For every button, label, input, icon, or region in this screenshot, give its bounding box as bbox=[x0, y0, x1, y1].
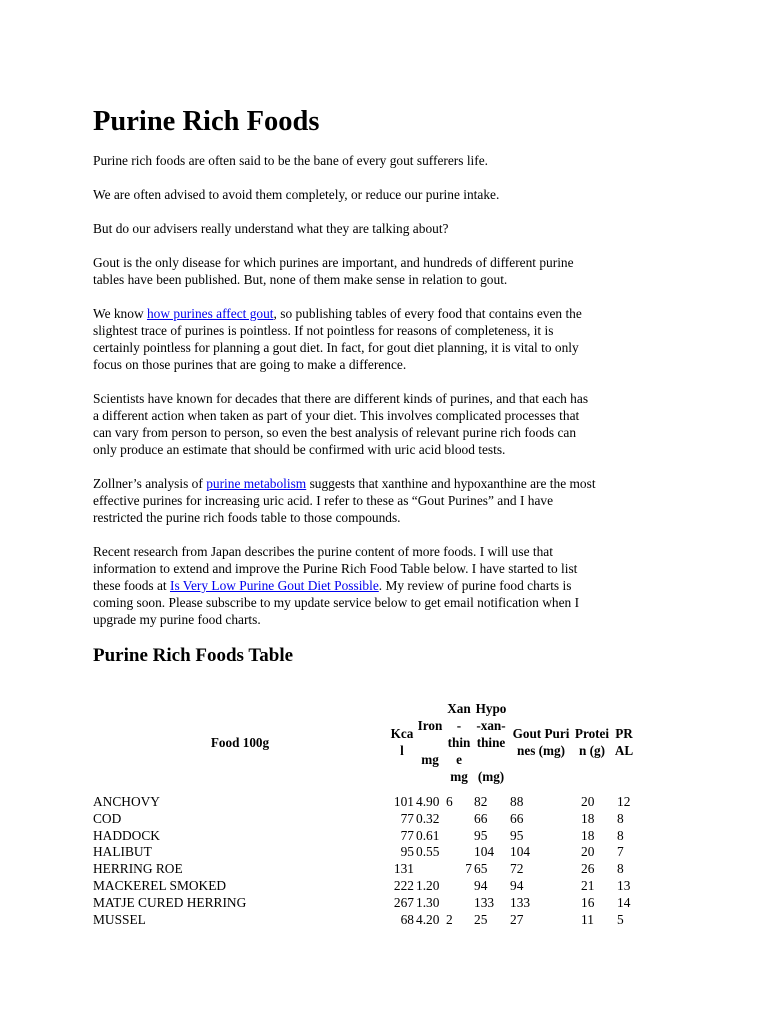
cell-food: ANCHOVY bbox=[93, 794, 160, 809]
cell-gout: 88 bbox=[510, 794, 524, 809]
p5-pre: We know bbox=[93, 306, 147, 321]
page-title: Purine Rich Foods bbox=[93, 106, 320, 137]
cell-protein: 18 bbox=[581, 827, 595, 843]
cell-gout: 104 bbox=[510, 844, 531, 860]
cell-pral: 8 bbox=[617, 810, 624, 826]
p4-line1: Gout is the only disease for which purines are important, and hundreds of different purine bbox=[93, 255, 574, 270]
cell-kcal: 131 bbox=[393, 861, 414, 877]
cell-kcal: 101 bbox=[393, 794, 414, 809]
cell-protein: 20 bbox=[581, 844, 595, 860]
paragraph-2 bbox=[93, 186, 683, 203]
paragraph-7 bbox=[93, 475, 683, 526]
cell-xan bbox=[445, 895, 473, 912]
cell-gout: 95 bbox=[510, 827, 524, 843]
cell-protein: 21 bbox=[581, 877, 595, 893]
header-xanthine bbox=[445, 690, 473, 794]
cell-hyp: 65 bbox=[474, 861, 488, 877]
cell-hyp: 133 bbox=[474, 894, 495, 910]
article bbox=[93, 100, 683, 927]
p5-post: , so publishing tables of every food that contains even the bbox=[273, 306, 582, 321]
header-protein: Protein (g) bbox=[574, 726, 610, 758]
cell-iron: 4.20 bbox=[416, 911, 440, 927]
cell-gout: 66 bbox=[510, 810, 524, 826]
cell-hyp: 95 bbox=[474, 827, 488, 843]
p4-line2: tables have been published. But, none of them make sense in relation to gout. bbox=[93, 272, 508, 287]
purine-foods-table bbox=[91, 690, 637, 928]
cell-kcal: 77 bbox=[400, 810, 414, 826]
p7-line3: restricted the purine rich foods table to those compounds. bbox=[93, 510, 401, 525]
cell-pral: 12 bbox=[617, 794, 631, 809]
cell-xan: 6 bbox=[446, 794, 453, 809]
header-iron-a: Iron bbox=[417, 717, 443, 733]
cell-gout: 72 bbox=[510, 861, 524, 877]
cell-food: COD bbox=[93, 810, 122, 826]
cell-protein: 26 bbox=[581, 861, 595, 877]
cell-protein: 16 bbox=[581, 894, 595, 910]
header-gout-purines: Gout Purines (mg) bbox=[512, 726, 570, 758]
cell-gout: 94 bbox=[510, 877, 524, 893]
header-hypoxanthine bbox=[473, 690, 509, 794]
cell-protein: 18 bbox=[581, 810, 595, 826]
paragraph-6 bbox=[93, 390, 683, 458]
cell-xan bbox=[445, 878, 473, 895]
table-row bbox=[91, 861, 637, 878]
cell-pral: 13 bbox=[617, 877, 631, 893]
p3-text: But do our advisers really understand what they are talking about? bbox=[93, 221, 449, 236]
table-row bbox=[91, 811, 637, 828]
header-xan-c: mg bbox=[450, 768, 468, 784]
cell-hyp: 82 bbox=[474, 794, 488, 809]
header-iron bbox=[415, 690, 445, 794]
link-very-low-purine-gout-diet[interactable]: Is Very Low Purine Gout Diet Possible bbox=[169, 578, 379, 593]
cell-food: HADDOCK bbox=[93, 827, 160, 843]
cell-hyp: 104 bbox=[474, 844, 495, 860]
p5-line4: focus on those purines that are going to make a difference. bbox=[93, 357, 407, 372]
cell-iron: 1.30 bbox=[416, 894, 440, 910]
p5-line3: certainly pointless for planning a gout diet. In fact, for gout diet planning, it is vital to only bbox=[93, 340, 579, 355]
cell-gout: 133 bbox=[510, 894, 531, 910]
p8-line4: coming soon. Please subscribe to my update service below to get email notification when I bbox=[93, 595, 580, 610]
cell-iron: 4.90 bbox=[416, 794, 440, 809]
paragraph-8 bbox=[93, 543, 683, 628]
p8-line2: information to extend and improve the Purine Rich Food Table below. I have started to list bbox=[93, 561, 578, 576]
cell-food: HERRING ROE bbox=[93, 861, 183, 877]
p8-pre3: these foods at bbox=[93, 578, 170, 593]
paragraph-5 bbox=[93, 305, 683, 373]
p6-line1: Scientists have known for decades that there are different kinds of purines, and that each has bbox=[93, 391, 589, 406]
table-row bbox=[91, 878, 637, 895]
table-body bbox=[91, 794, 637, 928]
p7-post: suggests that xanthine and hypoxanthine are the most bbox=[306, 476, 596, 491]
cell-kcal: 267 bbox=[393, 894, 414, 910]
table-title: Purine Rich Foods Table bbox=[93, 645, 294, 666]
cell-pral: 14 bbox=[617, 894, 631, 910]
cell-xan: 2 bbox=[446, 911, 453, 927]
cell-kcal: 77 bbox=[400, 827, 414, 843]
header-kcal: Kcal bbox=[390, 726, 414, 758]
cell-iron: 0.61 bbox=[416, 827, 440, 843]
cell-hyp: 25 bbox=[474, 911, 488, 927]
cell-xan bbox=[445, 828, 473, 845]
cell-kcal: 68 bbox=[400, 911, 414, 927]
p6-line4: only produce an estimate that should be confirmed with uric acid blood tests. bbox=[93, 442, 506, 457]
cell-pral: 5 bbox=[617, 911, 624, 927]
header-xan-b: thine bbox=[447, 734, 471, 767]
p8-line1: Recent research from Japan describes the purine content of more foods. I will use that bbox=[93, 544, 553, 559]
paragraph-3 bbox=[93, 220, 683, 237]
table-row bbox=[91, 912, 637, 929]
p6-line2: a different action when taken as part of your diet. This involves complicated processes that bbox=[93, 408, 580, 423]
header-hyp-b: thine bbox=[476, 734, 506, 750]
p6-line3: can vary from person to person, so even the best analysis of relevant purine rich foods can bbox=[93, 425, 577, 440]
p8-line5: upgrade my purine food charts. bbox=[93, 612, 261, 627]
p5-line2: slightest trace of purines is pointless. If not pointless for reasons of completeness, it is bbox=[93, 323, 554, 338]
cell-protein: 20 bbox=[581, 794, 595, 809]
cell-food: MUSSEL bbox=[93, 911, 146, 927]
table-row bbox=[91, 828, 637, 845]
cell-food: MACKEREL SMOKED bbox=[93, 877, 227, 893]
cell-pral: 7 bbox=[617, 844, 624, 860]
cell-hyp: 94 bbox=[474, 877, 488, 893]
cell-xan: 7 bbox=[465, 861, 472, 877]
cell-pral: 8 bbox=[617, 861, 624, 877]
cell-pral: 8 bbox=[617, 827, 624, 843]
cell-food: HALIBUT bbox=[93, 844, 152, 860]
p1-text: Purine rich foods are often said to be the bane of every gout sufferers life. bbox=[93, 153, 489, 168]
header-pral: PRAL bbox=[614, 726, 634, 758]
cell-iron bbox=[415, 861, 445, 878]
header-iron-b: mg bbox=[421, 751, 439, 767]
cell-iron: 1.20 bbox=[416, 877, 440, 893]
p2-text: We are often advised to avoid them completely, or reduce our purine intake. bbox=[93, 187, 500, 202]
cell-iron: 0.55 bbox=[416, 844, 440, 860]
p7-line2: effective purines for increasing uric acid. I refer to these as “Gout Purines” and I have bbox=[93, 493, 554, 508]
cell-xan bbox=[445, 844, 473, 861]
header-hyp-c: (mg) bbox=[477, 768, 505, 784]
header-xan-a: Xan- bbox=[447, 700, 471, 733]
cell-food: MATJE CURED HERRING bbox=[93, 894, 247, 910]
link-purine-metabolism[interactable]: purine metabolism bbox=[206, 476, 307, 491]
cell-gout: 27 bbox=[510, 911, 524, 927]
cell-kcal: 222 bbox=[393, 877, 414, 893]
p8-post3: . My review of purine food charts is bbox=[378, 578, 572, 593]
cell-hyp: 66 bbox=[474, 810, 488, 826]
cell-protein: 11 bbox=[581, 911, 594, 927]
header-hyp-a: Hypo-xan- bbox=[475, 700, 507, 733]
paragraph-1 bbox=[93, 152, 683, 169]
table-row bbox=[91, 895, 637, 912]
p7-pre: Zollner’s analysis of bbox=[93, 476, 207, 491]
cell-iron: 0.32 bbox=[416, 810, 440, 826]
cell-xan bbox=[445, 811, 473, 828]
paragraph-4 bbox=[93, 254, 683, 288]
table-row bbox=[91, 844, 637, 861]
cell-kcal: 95 bbox=[400, 844, 414, 860]
table-row bbox=[91, 794, 637, 811]
header-food: Food 100g bbox=[210, 734, 270, 750]
table-header-row bbox=[91, 690, 637, 794]
link-how-purines-affect-gout[interactable]: how purines affect gout bbox=[146, 306, 274, 321]
